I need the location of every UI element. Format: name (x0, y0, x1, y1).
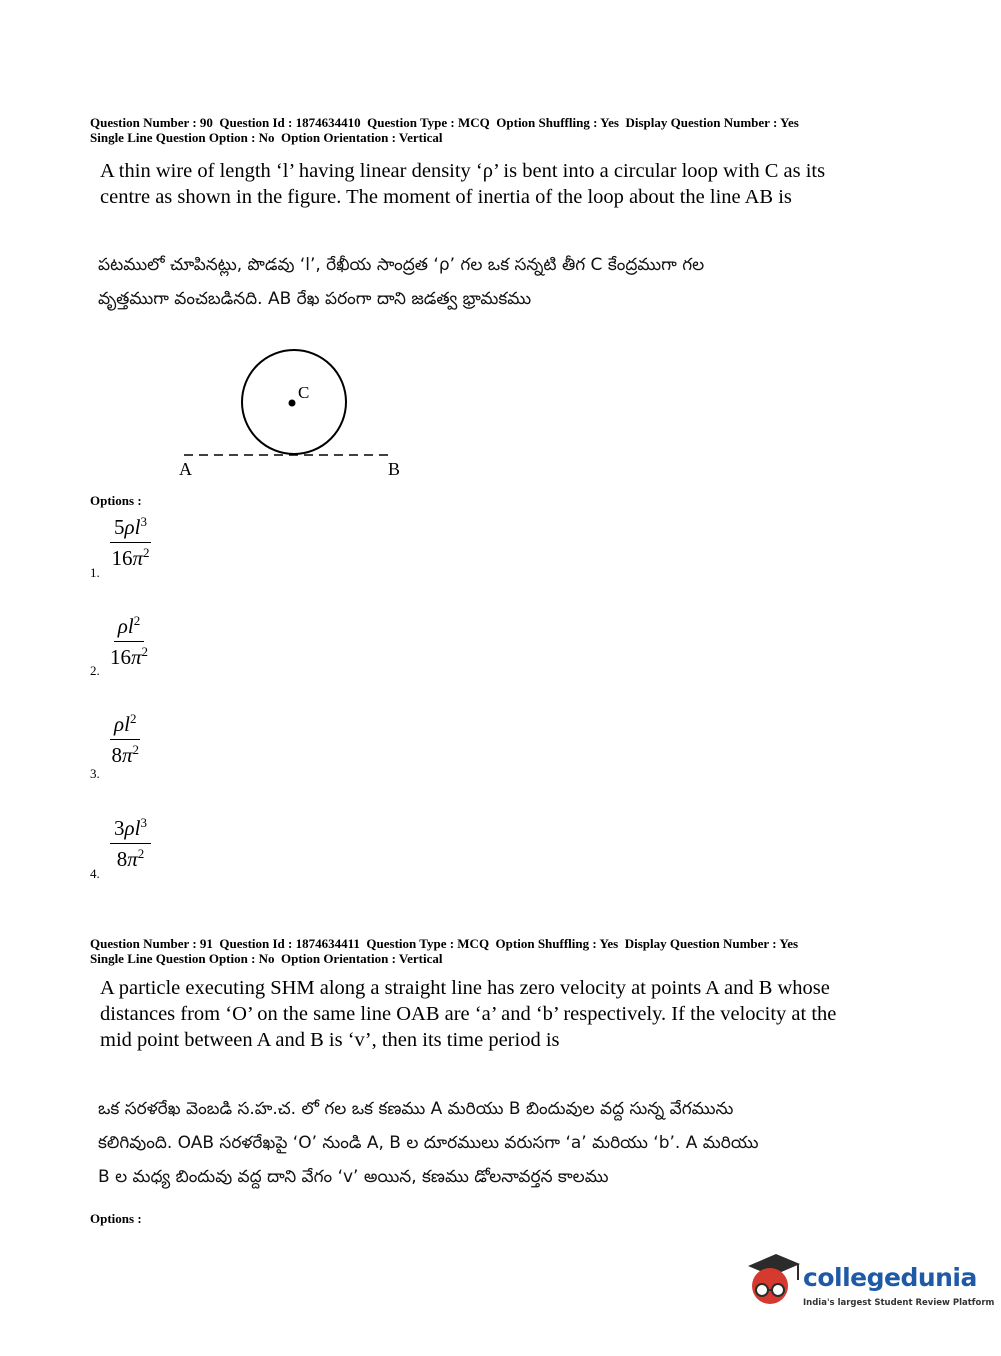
option-4-fraction: $\frac{3\rho l^3}{8\pi^2}$ (110, 815, 151, 872)
option-4-number: 4. (90, 866, 100, 881)
point-b-label: B (388, 459, 401, 479)
option-1-number: 1. (90, 565, 100, 580)
q90-meta-line-1: Question Number : 90 Question Id : 1874634410 Question Type : MCQ Option Shuffling : Yes Display Question Number : Yes (90, 115, 799, 130)
collegedunia-tagline: India's largest Student Review Platform (803, 1298, 995, 1308)
q91-english-line-3: mid point between A and B is ‘v’, then its time period is (100, 1029, 560, 1051)
q91-meta-line-1: Question Number : 91 Question Id : 1874634411 Question Type : MCQ Option Shuffling : Yes Display Question Number : Yes (90, 936, 799, 951)
collegedunia-mascot-icon (740, 1250, 802, 1312)
q90-english-line-2: centre as shown in the figure. The moment of inertia of the loop about the line AB is (100, 186, 792, 208)
q91-telugu-line-3: B ల మధ్య బిందువు వద్ద దాని వేగం ‘v’ అయిన, కణము డోలనావర్తన కాలము (98, 1167, 609, 1187)
q90-telugu-line-2: వృత్తముగా వంచబడినది. AB రేఖ పరంగా దాని జడత్వ భ్రామకము (98, 289, 532, 309)
q91-english-line-2: distances from ‘O’ on the same line OAB are ‘a’ and ‘b’ respectively. If the velocity at the (100, 1003, 837, 1025)
q90-english-line-1: A thin wire of length ‘l’ having linear density ‘ρ’ is bent into a circular loop with C as its (100, 160, 826, 182)
option-3[interactable] (110, 711, 140, 768)
q91-options-label: Options : (90, 1211, 142, 1226)
option-3-fraction: $\frac{\rho l^2}{8\pi^2}$ (111, 711, 139, 767)
option-4[interactable] (110, 815, 151, 872)
option-2-number: 2. (90, 663, 100, 678)
center-label: C (298, 383, 310, 402)
option-1-fraction: $\frac{5\rho l^3}{16\pi^2}$ (111, 514, 150, 570)
q91-telugu-line-2: కలిగివుంది. OAB సరళరేఖపై ‘O’ నుండి A, B ల దూరములు వరుసగా ‘a’ మరియు ‘b’. A మరియు (98, 1133, 759, 1153)
collegedunia-brand: collegedunia (803, 1263, 977, 1292)
option-3-number: 3. (90, 766, 100, 781)
q90-telugu-line-1: పటములో చూపినట్లు, పొడవు ‘l’, రేఖీయ సాంద్రత ‘ρ’ గల ఒక సన్నటి తీగ C కేంద్రముగా గల (98, 255, 705, 275)
circular-loop-figure (170, 345, 410, 485)
option-2[interactable] (110, 613, 148, 670)
option-1[interactable] (110, 514, 151, 571)
center-dot (289, 400, 296, 407)
option-2-fraction: $\frac{\rho l^2}{16\pi^2}$ (110, 613, 149, 669)
q90-meta-line-2: Single Line Question Option : No Option Orientation : Vertical (90, 130, 443, 145)
q91-meta-line-2: Single Line Question Option : No Option Orientation : Vertical (90, 951, 443, 966)
q91-english-line-1: A particle executing SHM along a straight line has zero velocity at points A and B whose (100, 977, 830, 999)
q91-telugu-line-1: ఒక సరళరేఖ వెంబడి స.హ.చ. లో గల ఒక కణము A మరియు B బిందువుల వద్ద సున్న వేగమును (98, 1099, 734, 1119)
q90-options-label: Options : (90, 493, 142, 508)
point-a-label: A (179, 459, 192, 479)
